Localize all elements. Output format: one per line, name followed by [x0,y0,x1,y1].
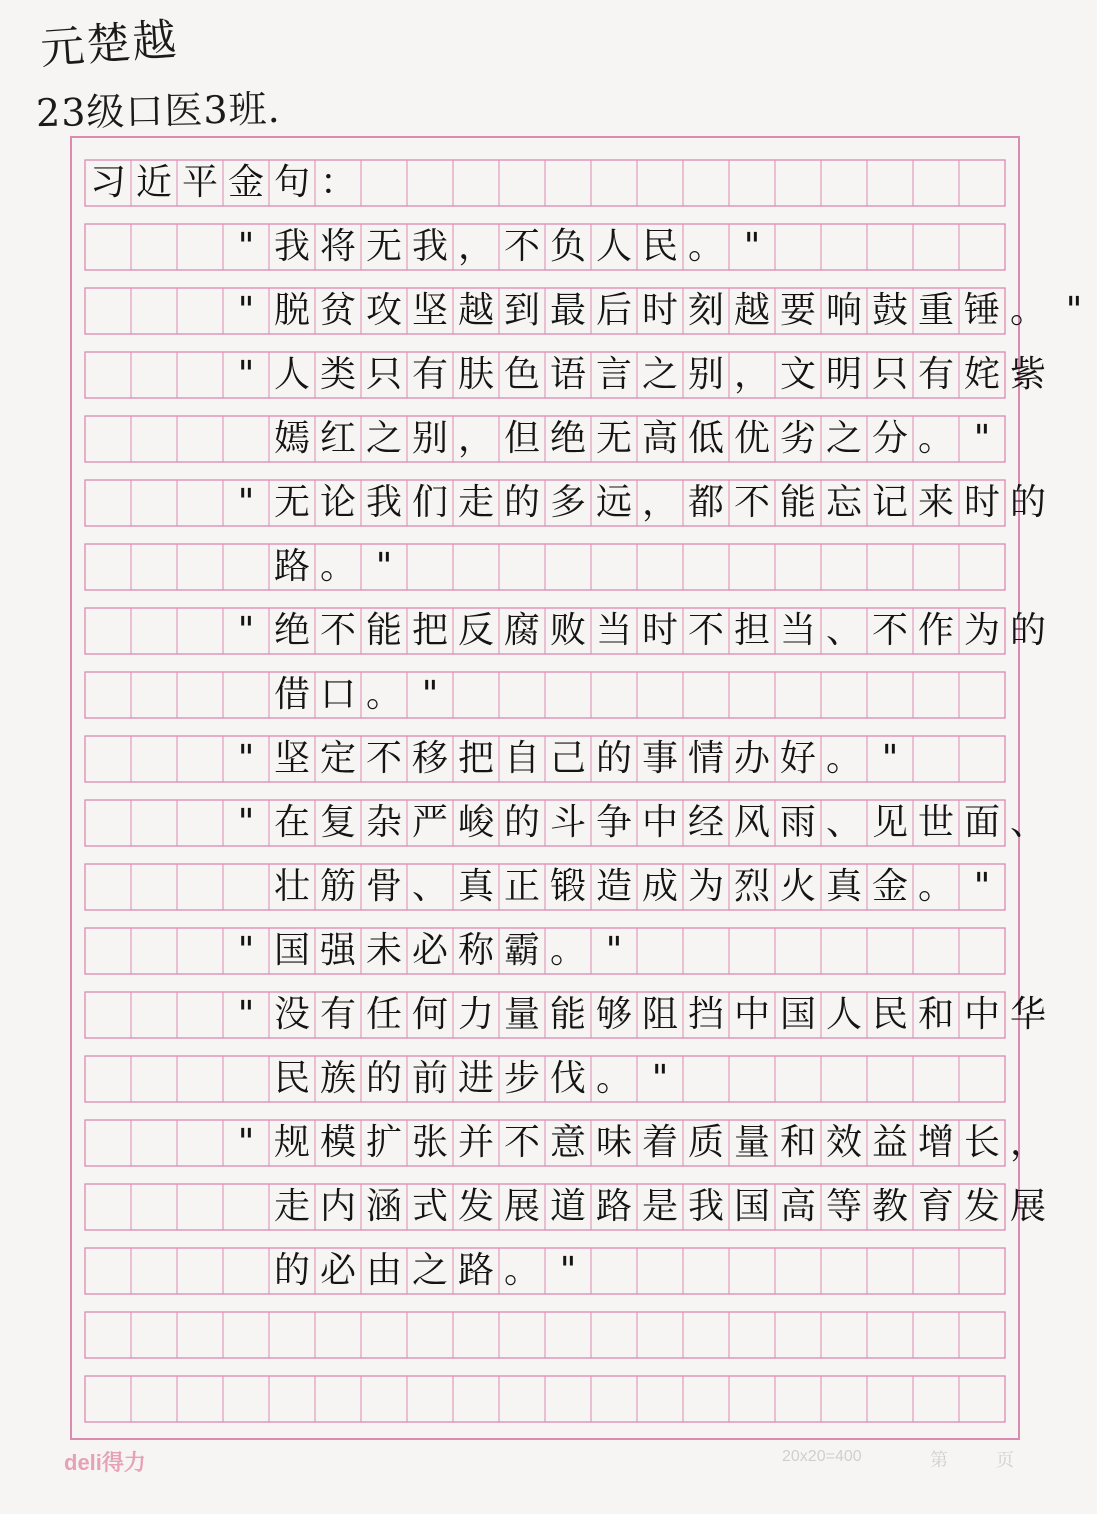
character-cell: " [605,930,623,971]
character-cell: 壮 [273,866,310,907]
character-cell: 类 [319,354,356,395]
character-cell: 文 [779,354,816,395]
character-cell: 的 [273,1250,310,1291]
character-cell: 挡 [687,994,724,1035]
character-cell: 。 [503,1250,540,1291]
character-cell: 当 [595,610,632,651]
character-cell: " [237,482,255,523]
character-cell: 低 [687,418,724,459]
character-cell: 远 [595,482,632,523]
character-cell: 姹 [963,354,1000,395]
character-cell: 论 [319,482,356,523]
text-line [269,1056,683,1102]
character-cell: 。 [365,674,402,715]
class-info: 23级口医3班. [35,86,282,136]
character-cell: 中 [733,994,770,1035]
character-cell: 们 [411,482,448,523]
character-cell: 定 [319,738,356,779]
character-cell: 真 [457,866,494,907]
character-cell: 等 [825,1186,862,1227]
character-cell: 明 [825,354,862,395]
character-cell: 没 [273,994,310,1035]
character-cell: ： [319,162,356,203]
character-cell: 必 [319,1250,356,1291]
character-cell: 育 [917,1186,954,1227]
character-cell: 我 [687,1186,724,1227]
character-cell: 借 [273,674,310,715]
character-cell: 之 [825,418,862,459]
character-cell: 、 [825,610,862,651]
character-cell: 骨 [365,866,402,907]
character-cell: 争 [595,802,632,843]
character-cell: 金 [227,162,264,203]
text-line [269,416,1005,462]
character-cell: 造 [595,866,632,907]
character-cell: 筋 [319,866,356,907]
character-cell: 红 [319,418,356,459]
character-cell: 办 [733,738,770,779]
character-cell: 世 [917,802,954,843]
character-cell: 霸 [503,930,540,971]
character-cell: 任 [365,994,402,1035]
character-cell: 前 [411,1058,448,1099]
character-cell: 。 [319,546,356,587]
character-cell: " [237,994,255,1035]
character-cell: 不 [319,610,356,651]
character-cell: 作 [917,610,954,651]
character-cell: 益 [871,1122,908,1163]
character-cell: 有 [411,354,448,395]
character-cell: 重 [917,290,954,331]
character-cell: 为 [687,866,724,907]
character-cell: 记 [871,482,908,523]
text-line [223,352,1051,398]
character-cell: 杂 [365,802,402,843]
character-cell: " [237,290,255,331]
character-cell: 时 [641,290,678,331]
character-cell: 攻 [365,290,402,331]
character-cell: " [651,1058,669,1099]
character-cell: 绝 [549,418,586,459]
character-cell: 力 [457,994,494,1035]
character-cell: 忘 [825,482,862,523]
character-cell: 展 [1009,1186,1046,1227]
character-cell: 越 [733,290,770,331]
character-cell: 。 [687,226,724,267]
character-cell: 事 [641,738,678,779]
character-cell: 道 [549,1186,586,1227]
character-cell: 把 [457,738,494,779]
character-cell: 由 [365,1250,402,1291]
character-cell: 口 [319,674,356,715]
character-cell: 国 [273,930,310,971]
page-footer [0,1440,1080,1480]
character-cell: 紫 [1009,354,1046,395]
character-cell: 路 [457,1250,494,1291]
character-cell: 之 [641,354,678,395]
character-cell: 风 [733,802,770,843]
character-cell: 、 [825,802,862,843]
character-cell: 自 [503,738,540,779]
character-cell: 脱 [273,290,310,331]
character-cell: 增 [917,1122,954,1163]
character-cell: 火 [779,866,816,907]
character-cell: 峻 [457,802,494,843]
text-line [223,224,775,270]
character-cell: 式 [411,1186,448,1227]
character-cell: 、 [411,866,448,907]
text-line [223,800,1051,846]
character-cell: 习 [89,162,126,203]
character-cell: 未 [365,930,402,971]
character-cell: 见 [871,802,908,843]
character-cell: 句 [273,162,310,203]
character-cell: 之 [411,1250,448,1291]
character-cell: 坚 [411,290,448,331]
character-cell: 鼓 [871,290,908,331]
character-cell: 色 [503,354,540,395]
character-cell: 。 [825,738,862,779]
character-cell: 效 [825,1122,862,1163]
character-cell: 复 [319,802,356,843]
character-cell: 民 [641,226,678,267]
character-cell: 严 [411,802,448,843]
character-cell: 着 [641,1122,678,1163]
character-cell: 嫣 [273,418,310,459]
character-cell: " [743,226,761,267]
character-cell: 伐 [549,1058,586,1099]
character-cell: 质 [687,1122,724,1163]
character-cell: 都 [687,482,724,523]
character-cell: 负 [549,226,586,267]
character-cell: 。 [917,866,954,907]
character-cell: 绝 [273,610,310,651]
character-cell: 来 [917,482,954,523]
character-cell: " [421,674,439,715]
character-cell: 能 [365,610,402,651]
character-cell: 路 [273,546,310,587]
character-cell: 当 [779,610,816,651]
character-cell: ， [733,354,770,395]
character-cell: 有 [319,994,356,1035]
character-cell: 金 [871,866,908,907]
grid-spec-label: 20x20=400 [782,1448,862,1465]
character-cell: 国 [779,994,816,1035]
character-cell: " [237,930,255,971]
character-cell: 阻 [641,994,678,1035]
character-cell: 展 [503,1186,540,1227]
character-cell: 、 [1009,802,1046,843]
character-cell: 到 [503,290,540,331]
character-cell: ， [457,418,494,459]
student-name: 元楚越 [38,14,180,75]
character-cell: " [237,738,255,779]
character-cell: 劣 [779,418,816,459]
character-cell: 斗 [549,802,586,843]
text-line [269,864,1005,910]
character-cell: 多 [549,482,586,523]
character-cell: 无 [365,226,402,267]
character-cell: " [973,866,991,907]
text-line [85,160,361,206]
page-label-di: 第 [930,1450,948,1471]
character-cell: 败 [549,610,586,651]
character-cell: 进 [457,1058,494,1099]
character-cell: 扩 [365,1122,402,1163]
character-cell: 我 [365,482,402,523]
character-cell: 成 [641,866,678,907]
character-cell: 的 [365,1058,402,1099]
character-cell: 。 [549,930,586,971]
character-cell: 的 [595,738,632,779]
character-cell: 是 [641,1186,678,1227]
character-cell: 最 [549,290,586,331]
character-cell: ， [1009,1122,1046,1163]
character-cell: " [237,610,255,651]
character-cell: 能 [549,994,586,1035]
character-cell: 贫 [319,290,356,331]
character-cell: 的 [1009,482,1046,523]
character-cell: 发 [457,1186,494,1227]
character-cell: 并 [457,1122,494,1163]
character-cell: 民 [273,1058,310,1099]
character-cell: " [881,738,899,779]
character-cell: 腐 [503,610,540,651]
character-cell: 只 [365,354,402,395]
character-cell: 走 [273,1186,310,1227]
character-cell: 教 [871,1186,908,1227]
character-cell: 坚 [273,738,310,779]
character-cell: 的 [1009,610,1046,651]
character-cell: 不 [733,482,770,523]
character-cell: 锤 [963,290,1000,331]
character-cell: 经 [687,802,724,843]
character-cell: 的 [503,802,540,843]
character-cell: 响 [825,290,862,331]
text-line [223,736,913,782]
handwritten-header [0,0,1080,140]
character-cell: 中 [963,994,1000,1035]
text-line [223,288,1097,334]
character-cell: 不 [503,226,540,267]
character-cell: " [237,354,255,395]
character-cell: 面 [963,802,1000,843]
character-cell: 言 [595,354,632,395]
character-cell: 内 [319,1186,356,1227]
character-cell: 雨 [779,802,816,843]
handwritten-text [72,138,1083,1438]
character-cell: 情 [687,738,724,779]
character-cell: 肤 [457,354,494,395]
character-cell: 量 [503,994,540,1035]
character-cell: 真 [825,866,862,907]
character-cell: 我 [411,226,448,267]
character-cell: 只 [871,354,908,395]
character-cell: 人 [825,994,862,1035]
character-cell: 不 [503,1122,540,1163]
character-cell: 不 [687,610,724,651]
character-cell: 移 [411,738,448,779]
character-cell: 称 [457,930,494,971]
character-cell: 时 [963,482,1000,523]
character-cell: 量 [733,1122,770,1163]
character-cell: 优 [733,418,770,459]
character-cell: 越 [457,290,494,331]
character-cell: ， [641,482,678,523]
character-cell: 无 [595,418,632,459]
character-cell: 规 [273,1122,310,1163]
character-cell: 。 [1009,290,1046,331]
character-cell: ， [457,226,494,267]
character-cell: 不 [871,610,908,651]
character-cell: " [973,418,991,459]
character-cell: 走 [457,482,494,523]
character-cell: 的 [503,482,540,523]
character-cell: 分 [871,418,908,459]
character-cell: 己 [549,738,586,779]
character-cell: 将 [319,226,356,267]
character-cell: 人 [273,354,310,395]
character-cell: 路 [595,1186,632,1227]
text-line [269,1184,1051,1230]
character-cell: 民 [871,994,908,1035]
character-cell: " [375,546,393,587]
text-line [223,928,637,974]
character-cell: " [237,1122,255,1163]
character-cell: 无 [273,482,310,523]
character-cell: 语 [549,354,586,395]
character-cell: 能 [779,482,816,523]
character-cell: 模 [319,1122,356,1163]
character-cell: 在 [273,802,310,843]
character-cell: 担 [733,610,770,651]
character-cell: 张 [411,1122,448,1163]
character-cell: 锻 [549,866,586,907]
character-cell: 不 [365,738,402,779]
text-line [223,608,1051,654]
character-cell: 高 [641,418,678,459]
character-cell: 正 [503,866,540,907]
character-cell: 人 [595,226,632,267]
character-cell: 为 [963,610,1000,651]
character-cell: 把 [411,610,448,651]
character-cell: 有 [917,354,954,395]
character-cell: 。 [595,1058,632,1099]
character-cell: 。 [917,418,954,459]
manuscript-grid-sheet [70,136,1083,1440]
character-cell: 发 [963,1186,1000,1227]
character-cell: 时 [641,610,678,651]
character-cell: 步 [503,1058,540,1099]
character-cell: 涵 [365,1186,402,1227]
character-cell: 高 [779,1186,816,1227]
character-cell: 长 [963,1122,1000,1163]
text-line [269,544,407,590]
brand-logo: deli得力 [64,1450,146,1475]
character-cell: 但 [503,418,540,459]
character-cell: 好 [779,738,816,779]
character-cell: 国 [733,1186,770,1227]
character-cell: 何 [411,994,448,1035]
character-cell: 味 [595,1122,632,1163]
character-cell: 和 [917,994,954,1035]
text-line [269,1248,591,1294]
character-cell: 要 [779,290,816,331]
character-cell: " [559,1250,577,1291]
text-line [223,1120,1051,1166]
character-cell: " [237,802,255,843]
character-cell: 和 [779,1122,816,1163]
character-cell: 族 [319,1058,356,1099]
character-cell: 之 [365,418,402,459]
character-cell: 平 [181,162,218,203]
character-cell: 烈 [733,866,770,907]
character-cell: 必 [411,930,448,971]
character-cell: 意 [549,1122,586,1163]
character-cell: 近 [135,162,172,203]
character-cell: 别 [411,418,448,459]
text-line [269,672,453,718]
text-line [223,480,1051,526]
page-label-ye: 页 [996,1450,1014,1471]
character-cell: 中 [641,802,678,843]
character-cell: 强 [319,930,356,971]
character-cell: 华 [1009,994,1046,1035]
character-cell: 刻 [687,290,724,331]
character-cell: 够 [595,994,632,1035]
character-cell: 我 [273,226,310,267]
character-cell: 反 [457,610,494,651]
character-cell: 别 [687,354,724,395]
character-cell: " [237,226,255,267]
text-line [223,992,1051,1038]
character-cell: " [1065,290,1083,331]
character-cell: 后 [595,290,632,331]
